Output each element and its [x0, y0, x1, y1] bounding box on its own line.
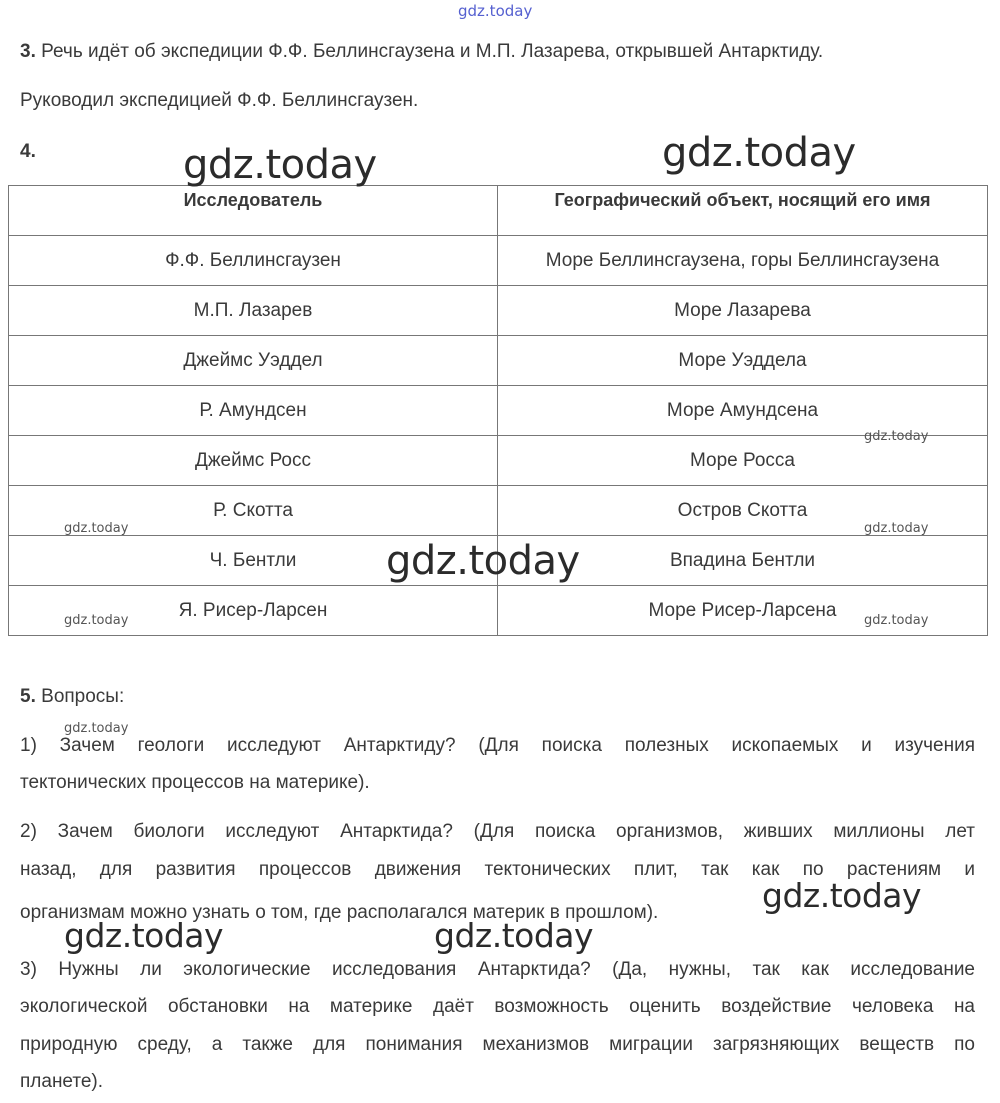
q3-line2: экологической обстановки на материке даёт возможность оценить воздействие человека на [20, 996, 975, 1017]
cell-object: Море Уэддела [498, 336, 988, 386]
table-row [9, 286, 988, 336]
cell-explorer: М.П. Лазарев [9, 286, 498, 336]
q1-line1: 1) Зачем геологи исследуют Антарктиду? (Для поиска полезных ископаемых и изучения [20, 735, 975, 756]
watermark-big: gdz.today [64, 916, 224, 955]
table-row [9, 336, 988, 386]
watermark-big: gdz.today [183, 142, 377, 188]
q3-line1: 3) Нужны ли экологические исследования Антарктида? (Да, нужны, так как исследование [20, 959, 975, 980]
task5-title: Вопросы: [41, 686, 125, 707]
watermark-big: gdz.today [386, 538, 580, 584]
task3-text: Речь идёт об экспедиции Ф.Ф. Беллинсгаузена и М.П. Лазарева, открывшей Антарктиду. [41, 41, 824, 62]
watermark-small: gdz.today [64, 613, 129, 628]
cell-explorer: Джеймс Уэддел [9, 336, 498, 386]
watermark-small: gdz.today [64, 521, 129, 536]
table-row [9, 486, 988, 536]
q3-line4: планете). [20, 1071, 104, 1092]
table-row [9, 236, 988, 286]
cell-object: Море Рисер-Ларсена [498, 586, 988, 636]
task3-line1 [20, 42, 823, 61]
q1-line2: тектонических процессов на материке). [20, 772, 370, 793]
table-row [9, 386, 988, 436]
task5-number: 5. [20, 686, 36, 707]
table-row [9, 436, 988, 486]
cell-explorer: Джеймс Росс [9, 436, 498, 486]
watermark-small: gdz.today [864, 429, 929, 444]
watermark-small: gdz.today [64, 721, 129, 736]
cell-object: Море Амундсена [498, 386, 988, 436]
header-object: Географический объект, носящий его имя [498, 186, 988, 236]
q3-line3: природную среду, а также для понимания механизмов миграции загрязняющих веществ по [20, 1034, 975, 1055]
table-row [9, 586, 988, 636]
cell-object: Море Лазарева [498, 286, 988, 336]
task3-line2: Руководил экспедицией Ф.Ф. Беллинсгаузен. [20, 90, 419, 111]
task4-number: 4. [20, 141, 36, 162]
cell-object: Остров Скотта [498, 486, 988, 536]
cell-explorer: Ч. Бентли [9, 536, 498, 586]
cell-object: Впадина Бентли [498, 536, 988, 586]
q2-line2: назад, для развития процессов движения тектонических плит, так как по растениям и [20, 859, 975, 880]
watermark-small: gdz.today [864, 613, 929, 628]
task5-heading [20, 687, 124, 706]
watermark-big: gdz.today [662, 130, 856, 176]
cell-object: Море Росса [498, 436, 988, 486]
task3-number: 3. [20, 41, 36, 62]
header-explorer: Исследователь [9, 186, 498, 236]
cell-explorer: Я. Рисер-Ларсен [9, 586, 498, 636]
cell-explorer: Р. Скотта [9, 486, 498, 536]
cell-explorer: Р. Амундсен [9, 386, 498, 436]
watermark-top: gdz.today [458, 2, 533, 20]
watermark-big: gdz.today [434, 916, 594, 955]
cell-explorer: Ф.Ф. Беллинсгаузен [9, 236, 498, 286]
cell-object: Море Беллинсгаузена, горы Беллинсгаузена [498, 236, 988, 286]
watermark-big: gdz.today [762, 876, 922, 915]
q2-line1: 2) Зачем биологи исследуют Антарктида? (Для поиска организмов, живших миллионы лет [20, 821, 975, 842]
q2-line3: организмам можно узнать о том, где располагался материк в прошлом). [20, 902, 659, 923]
table-header-row [9, 186, 988, 236]
watermark-small: gdz.today [864, 521, 929, 536]
